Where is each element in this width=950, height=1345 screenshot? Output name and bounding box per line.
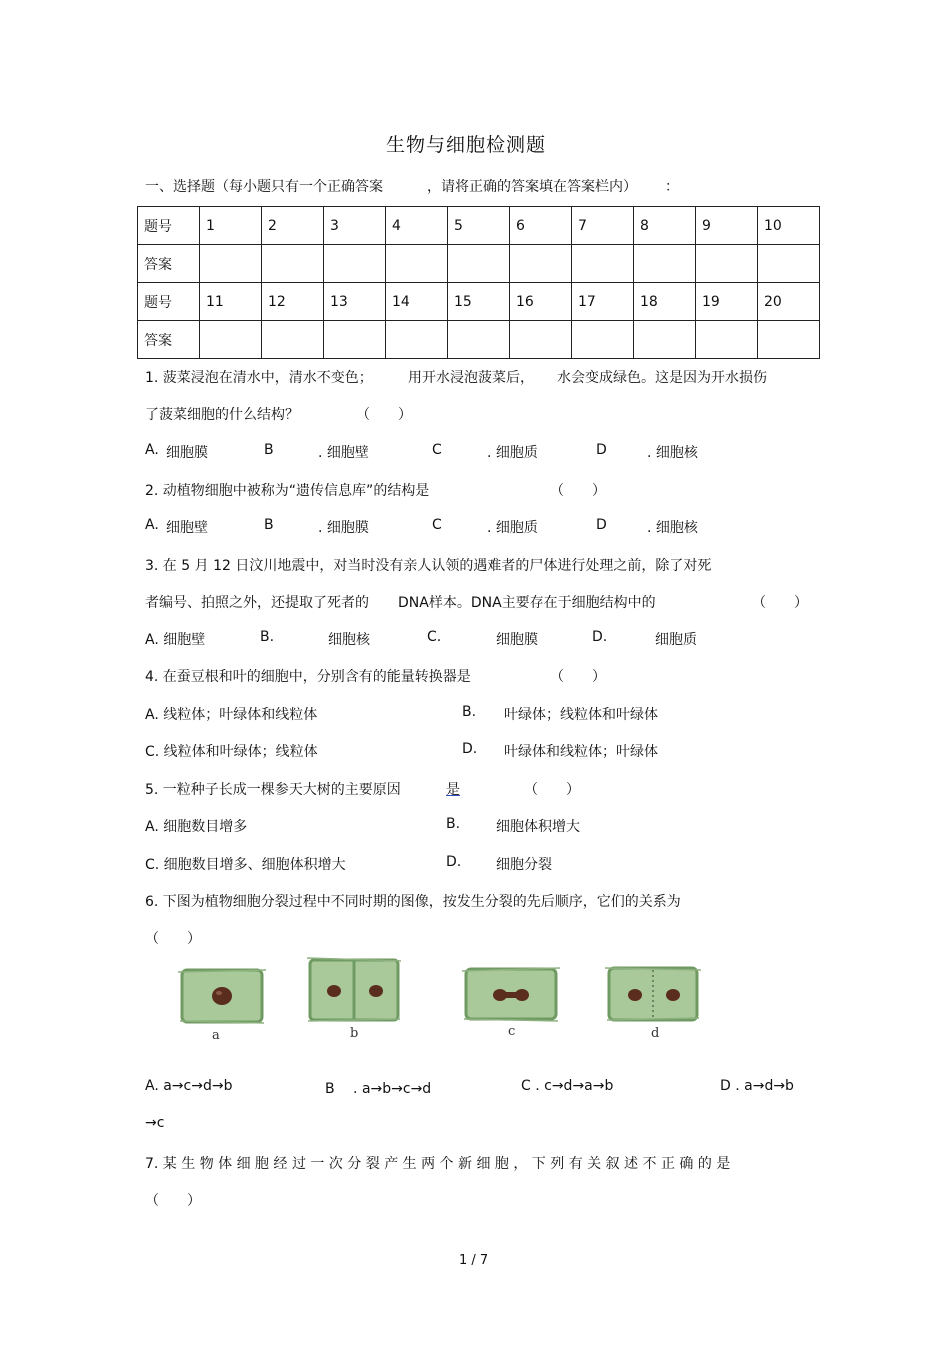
q1-opt-d: . 细胞核	[647, 445, 698, 461]
answer-cell[interactable]	[634, 321, 696, 359]
q7-stem: 7. 某 生 物 体 细 胞 经 过 一 次 分 裂 产 生 两 个 新 细 胞 ， 下 列 有 关 叙 述 不 正 确 的 是	[145, 1156, 731, 1172]
q1-paren: （ ）	[356, 407, 412, 423]
q2-opt-d: . 细胞核	[647, 520, 698, 536]
q2-paren: （ ）	[550, 483, 606, 499]
answer-cell[interactable]	[386, 245, 448, 283]
answer-cell[interactable]	[386, 321, 448, 359]
q5-stem: 5. 一粒种子长成一棵参天大树的主要原因	[145, 782, 401, 798]
q5-opt-d: 细胞分裂	[496, 857, 552, 873]
q1-opt-b-letter: B	[264, 442, 274, 458]
cell-figure-a	[176, 965, 268, 1027]
table-cell: 4	[386, 207, 448, 245]
answer-table	[137, 206, 820, 359]
answer-cell[interactable]	[572, 245, 634, 283]
q4-opt-d-letter: D.	[462, 741, 478, 757]
q4-stem: 4. 在蚕豆根和叶的细胞中，分别含有的能量转换器是	[145, 669, 471, 685]
q2-opt-a: 细胞壁	[166, 520, 208, 536]
q2-opt-d-letter: D	[596, 517, 607, 533]
table-cell: 16	[510, 283, 572, 321]
q2-opt-c-letter: C	[432, 517, 442, 533]
q1-opt-a-letter: A.	[145, 442, 159, 458]
q5-opt-a: A. 细胞数目增多	[145, 819, 248, 835]
q3-opt-b-letter: B.	[260, 629, 275, 645]
q6-opt-b: B . a→b→c→d	[325, 1081, 432, 1097]
q3-line2-a: 者编号、拍照之外，还提取了死者的	[145, 595, 369, 611]
table-cell: 7	[572, 207, 634, 245]
q5-opt-c: C. 细胞数目增多、细胞体积增大	[145, 857, 346, 873]
q3-paren: （ ）	[752, 595, 808, 611]
table-cell: 5	[448, 207, 510, 245]
q1-line1-b: 用开水浸泡菠菜后，	[408, 370, 534, 386]
q3-opt-c-letter: C.	[427, 629, 442, 645]
cell-figure-d	[603, 962, 703, 1026]
answer-cell[interactable]	[758, 321, 820, 359]
table-cell: 18	[634, 283, 696, 321]
q5-stem-b: 是	[446, 782, 460, 798]
q4-opt-c: C. 线粒体和叶绿体；线粒体	[145, 744, 318, 760]
q6-opt-a: A. a→c→d→b	[145, 1078, 233, 1094]
answer-cell[interactable]	[448, 245, 510, 283]
q1-opt-c: . 细胞质	[487, 445, 538, 461]
q3-opt-d-letter: D.	[592, 629, 608, 645]
table-cell: 15	[448, 283, 510, 321]
table-cell: 19	[696, 283, 758, 321]
table-cell: 10	[758, 207, 820, 245]
q3-opt-b: 细胞核	[328, 632, 370, 648]
q1-opt-b: . 细胞壁	[318, 445, 369, 461]
answer-cell[interactable]	[262, 321, 324, 359]
table-cell: 14	[386, 283, 448, 321]
answer-cell[interactable]	[448, 321, 510, 359]
answer-cell[interactable]	[324, 321, 386, 359]
answer-cell[interactable]	[200, 321, 262, 359]
page-title: 生物与细胞检测题	[386, 134, 547, 156]
answer-cell[interactable]	[758, 245, 820, 283]
table-row	[138, 207, 820, 245]
q2-opt-c: . 细胞质	[487, 520, 538, 536]
q1-line2: 了菠菜细胞的什么结构？	[145, 407, 299, 423]
table-cell: 答案	[138, 245, 200, 283]
table-cell: 12	[262, 283, 324, 321]
answer-cell[interactable]	[510, 245, 572, 283]
q3-opt-c: 细胞膜	[496, 632, 538, 648]
q1-line1-c: 水会变成绿色。这是因为开水损伤	[557, 370, 767, 386]
answer-cell[interactable]	[262, 245, 324, 283]
table-row	[138, 283, 820, 321]
q2-opt-b-letter: B	[264, 517, 274, 533]
q2-opt-a-letter: A.	[145, 517, 159, 533]
table-row	[138, 321, 820, 359]
q5-opt-b: 细胞体积增大	[496, 819, 580, 835]
table-row	[138, 245, 820, 283]
q4-opt-a: A. 线粒体；叶绿体和线粒体	[145, 707, 318, 723]
q4-opt-d: 叶绿体和线粒体；叶绿体	[504, 744, 658, 760]
q3-opt-d: 细胞质	[655, 632, 697, 648]
table-cell: 答案	[138, 321, 200, 359]
table-cell: 1	[200, 207, 262, 245]
q6-opt-d: D . a→d→b	[720, 1078, 794, 1094]
q5-opt-b-letter: B.	[446, 816, 461, 832]
table-cell: 6	[510, 207, 572, 245]
q3-opt-a: A. 细胞壁	[145, 632, 206, 648]
table-cell: 2	[262, 207, 324, 245]
cell-caption-a: a	[212, 1028, 220, 1043]
q3-line2-b: DNA样本。DNA主要存在于细胞结构中的	[398, 595, 656, 611]
table-cell: 3	[324, 207, 386, 245]
cell-figure-b	[305, 955, 403, 1025]
cell-caption-c: c	[508, 1024, 516, 1039]
q6-opt-d-cont: →c	[145, 1115, 165, 1131]
q1-opt-c-letter: C	[432, 442, 442, 458]
table-cell: 20	[758, 283, 820, 321]
q4-paren: （ ）	[550, 669, 606, 685]
q3-line1: 3. 在 5 月 12 日汶川地震中，对当时没有亲人认领的遇难者的尸体进行处理之前，除了对死	[145, 558, 712, 574]
table-cell: 13	[324, 283, 386, 321]
q4-opt-b-letter: B.	[462, 704, 477, 720]
cell-caption-b: b	[350, 1026, 359, 1041]
q7-paren: （ ）	[145, 1193, 201, 1209]
cell-figure-c	[460, 963, 562, 1025]
section-heading-b: ，请将正确的答案填在答案栏内）	[427, 179, 637, 195]
q5-opt-d-letter: D.	[446, 854, 462, 870]
q2-stem: 2. 动植物细胞中被称为“遗传信息库”的结构是	[145, 483, 430, 499]
section-heading-c: ：	[665, 179, 679, 195]
answer-cell[interactable]	[324, 245, 386, 283]
table-cell: 17	[572, 283, 634, 321]
answer-cell[interactable]	[696, 321, 758, 359]
q6-opt-c: C . c→d→a→b	[521, 1078, 614, 1094]
section-heading-a: 一、选择题（每小题只有一个正确答案	[145, 179, 383, 195]
answer-cell[interactable]	[510, 321, 572, 359]
q4-opt-b: 叶绿体；线粒体和叶绿体	[504, 707, 658, 723]
q5-paren: （ ）	[524, 782, 580, 798]
answer-cell[interactable]	[634, 245, 696, 283]
answer-cell[interactable]	[200, 245, 262, 283]
q6-paren: （ ）	[145, 931, 201, 947]
table-cell: 11	[200, 283, 262, 321]
q6-stem: 6. 下图为植物细胞分裂过程中不同时期的图像，按发生分裂的先后顺序，它们的关系为	[145, 894, 681, 910]
page-number: 1 / 7	[459, 1253, 489, 1268]
q2-opt-b: . 细胞膜	[318, 520, 369, 536]
cell-caption-d: d	[651, 1026, 660, 1041]
table-cell: 题号	[138, 283, 200, 321]
q1-opt-a: 细胞膜	[166, 445, 208, 461]
answer-cell[interactable]	[696, 245, 758, 283]
q1-opt-d-letter: D	[596, 442, 607, 458]
answer-cell[interactable]	[572, 321, 634, 359]
table-cell: 8	[634, 207, 696, 245]
q1-line1-a: 1. 菠菜浸泡在清水中，清水不变色；	[145, 370, 373, 386]
table-cell: 9	[696, 207, 758, 245]
table-cell: 题号	[138, 207, 200, 245]
